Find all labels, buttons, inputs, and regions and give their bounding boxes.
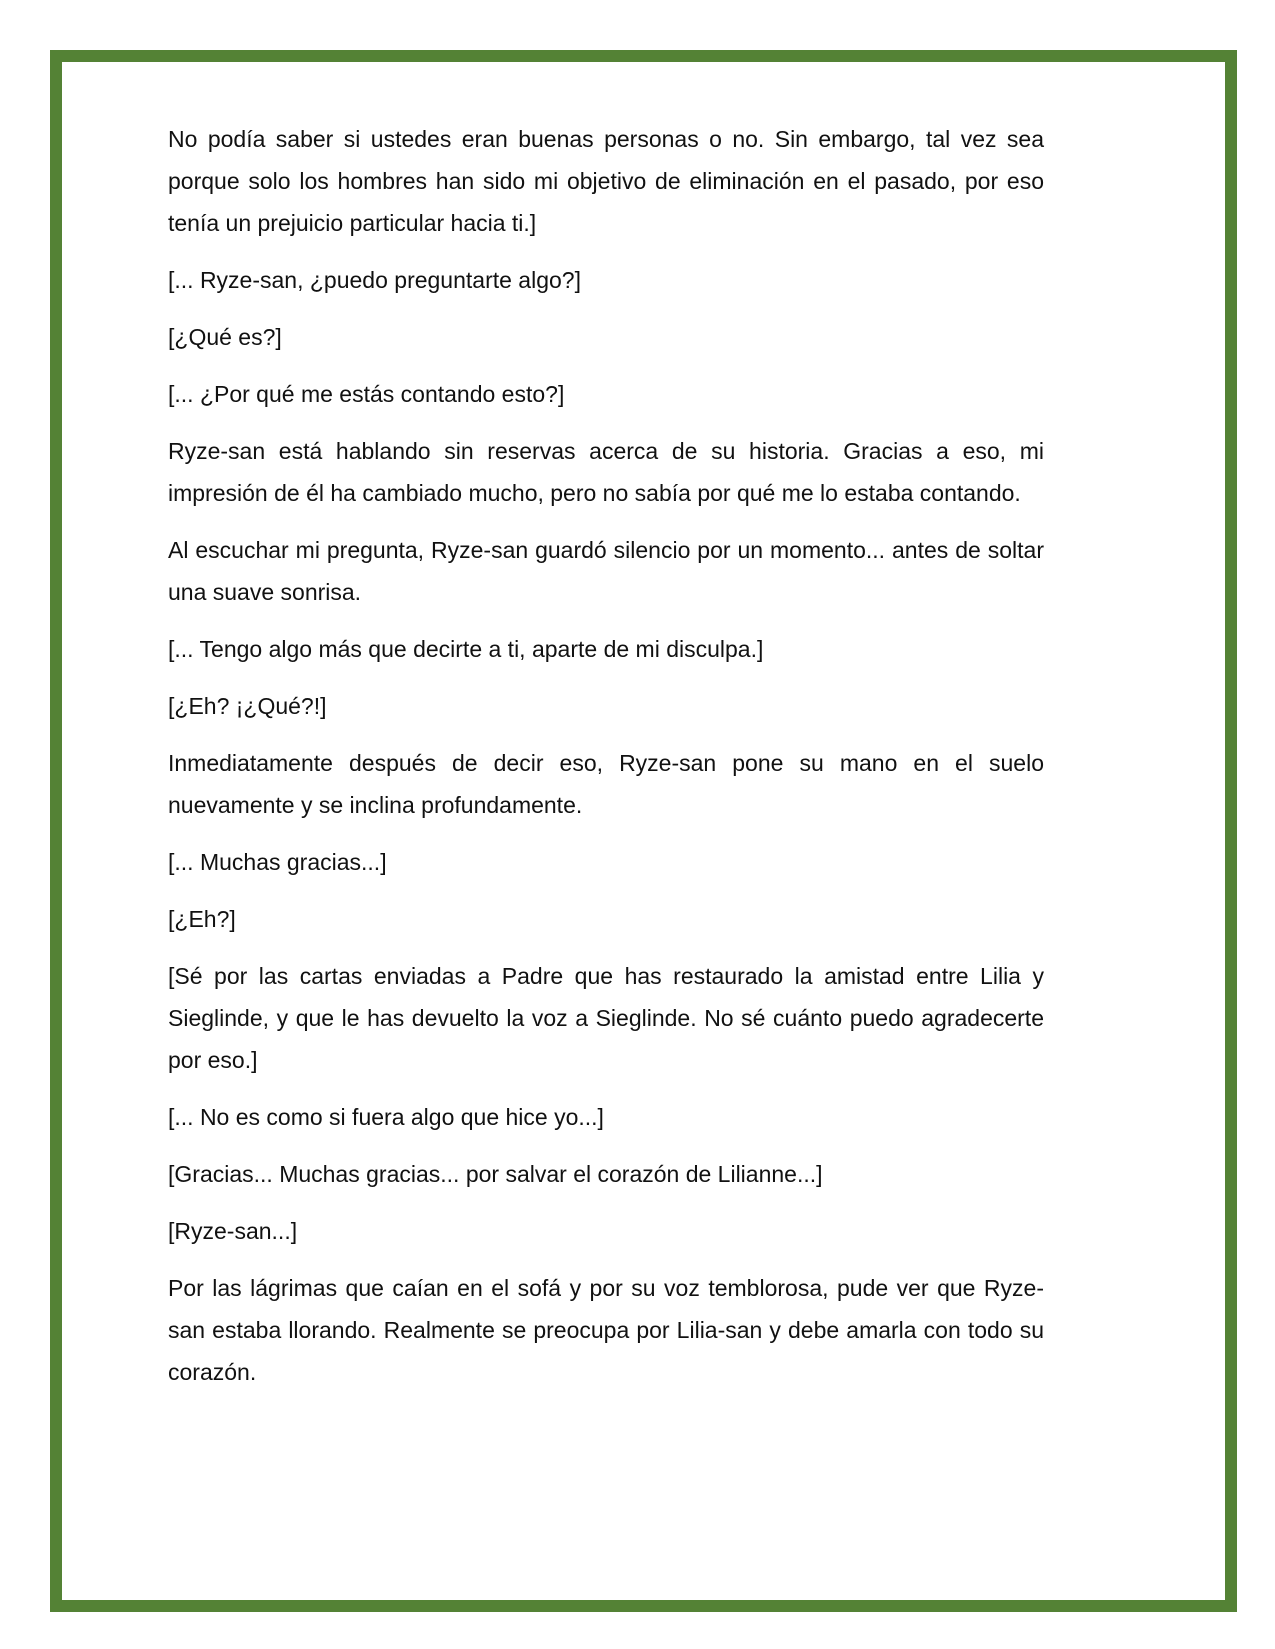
paragraph: [... Muchas gracias...] bbox=[168, 849, 387, 875]
paragraph: [¿Eh? ¡¿Qué?!] bbox=[168, 693, 327, 719]
paragraph: [Gracias... Muchas gracias... por salvar el corazón de Lilianne...] bbox=[168, 1161, 823, 1187]
paragraph: [¿Eh?] bbox=[168, 906, 236, 932]
paragraph: [... No es como si fuera algo que hice yo...] bbox=[168, 1104, 604, 1130]
paragraph: Al escuchar mi pregunta, Ryze-san guardó silencio por un momento... antes de soltar una suave sonrisa. bbox=[168, 537, 1044, 605]
paragraph: [¿Qué es?] bbox=[168, 324, 282, 350]
paragraph: [... Tengo algo más que decirte a ti, aparte de mi disculpa.] bbox=[168, 636, 764, 662]
paragraph: [... Ryze-san, ¿puedo preguntarte algo?] bbox=[168, 267, 581, 293]
paragraph: Por las lágrimas que caían en el sofá y por su voz temblorosa, pude ver que Ryze-san estaba llorando. Realmente se preocupa por Lilia-san y debe amarla con todo su corazón. bbox=[168, 1275, 1044, 1385]
paragraph: [Ryze-san...] bbox=[168, 1218, 298, 1244]
paragraph: [Sé por las cartas enviadas a Padre que has restaurado la amistad entre Lilia y Sieglinde, y que le has devuelto la voz a Sieglinde. No sé cuánto puedo agradecerte por eso.] bbox=[168, 963, 1044, 1073]
paragraph: Inmediatamente después de decir eso, Ryze-san pone su mano en el suelo nuevamente y se inclina profundamente. bbox=[168, 750, 1044, 818]
paragraph: Ryze-san está hablando sin reservas acerca de su historia. Gracias a eso, mi impresión de él ha cambiado mucho, pero no sabía por qué me lo estaba contando. bbox=[168, 438, 1044, 506]
paragraph: No podía saber si ustedes eran buenas personas o no. Sin embargo, tal vez sea porque solo los hombres han sido mi objetivo de eliminación en el pasado, por eso tenía un prejuicio particular hacia ti.] bbox=[168, 126, 1044, 236]
paragraph: [... ¿Por qué me estás contando esto?] bbox=[168, 381, 565, 407]
document-body bbox=[168, 118, 1044, 1408]
